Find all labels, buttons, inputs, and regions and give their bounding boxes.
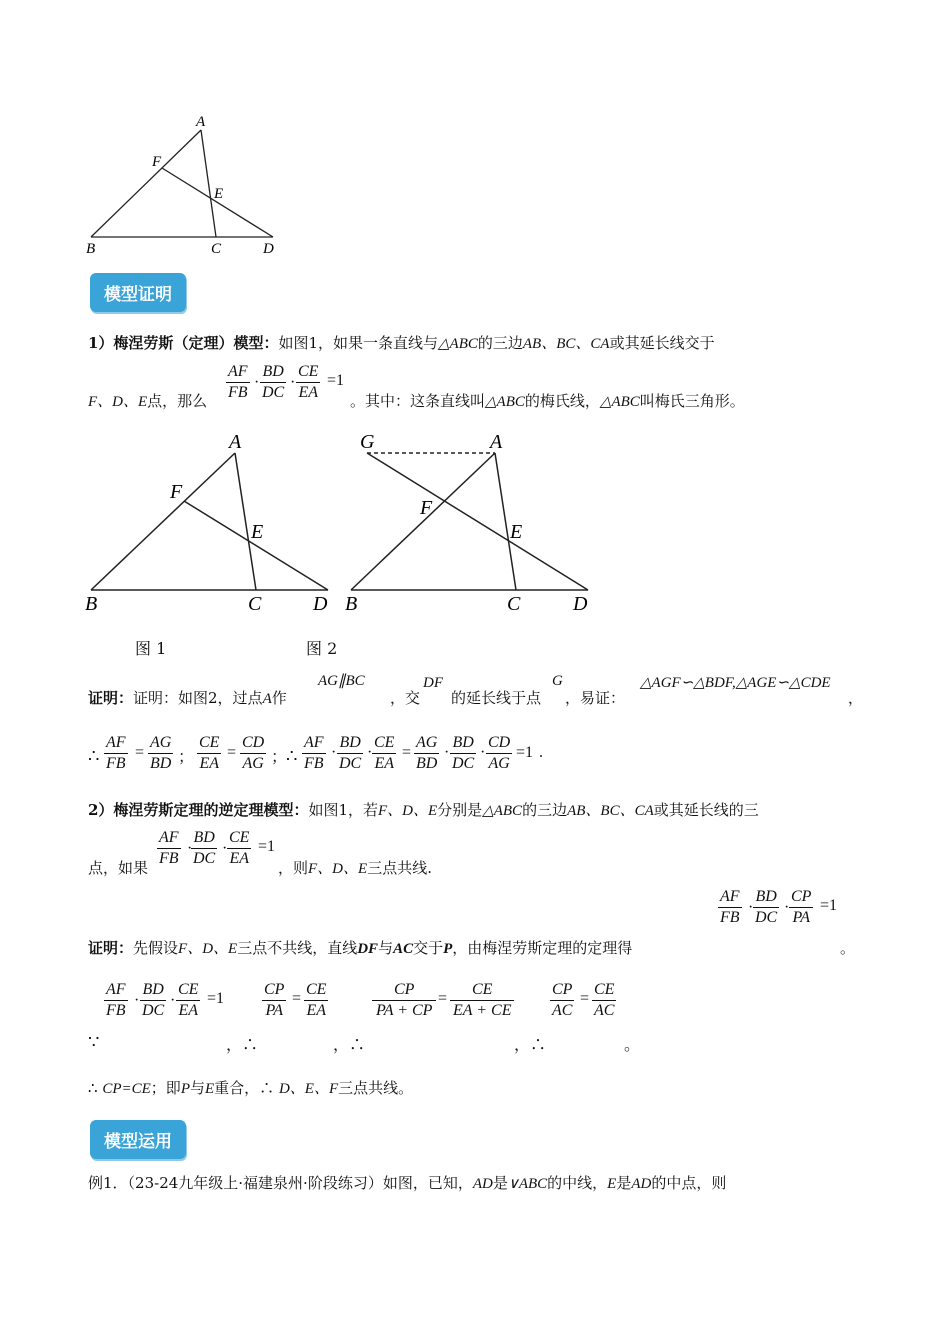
fig2-f: F: [420, 497, 433, 519]
proof1-ag-parallel-bc: AG∥BC: [318, 673, 365, 689]
label-b: B: [86, 241, 96, 257]
p1-line1: 1）梅涅劳斯（定理）模型：如图1，如果一条直线与△ABC的三边AB、BC、CA或其延长线交于: [88, 334, 715, 352]
label-a: A: [196, 114, 206, 130]
figure-2: [340, 428, 600, 618]
proof1-similar: △AGF∽△BDF,△AGE∽△CDE: [640, 675, 831, 691]
proof1-line1: 证明：证明：如图2，过点A作: [88, 689, 287, 707]
fig2-c: C: [507, 593, 521, 615]
proof1-yizheng: ，易证：: [565, 689, 626, 707]
p1-line2-tail: 。其中：这条直线叫△ABC的梅氏线，△ABC叫梅氏三角形。: [350, 392, 745, 410]
frac-af-fb: $\frac{AF}{FB}$: [228, 363, 248, 401]
frac-bd-dc: $\frac{BD}{DC}$: [262, 363, 285, 401]
badge-model-use: 模型运用: [90, 1120, 186, 1159]
example-line: 例1．（23-24九年级上·福建泉州·阶段练习）如图，已知，AD是∨ABC的中线，E是AD的中点，则: [88, 1174, 727, 1192]
proof2-line: 证明：先假设F、D、E三点不共线，直线DF与AC交于P，由梅涅劳斯定理的定理得: [88, 939, 633, 957]
fig1-b: B: [85, 593, 98, 615]
proof1-ext: 的延长线于点: [451, 689, 542, 707]
proof1-df: DF: [423, 675, 443, 691]
label-f: F: [152, 154, 162, 170]
proof1-comma: ，: [848, 689, 864, 707]
conclusion-line: ∴ CP=CE；即P与E重合，∴ D、E、F三点共线。: [88, 1079, 414, 1097]
badge-model-proof: 模型证明: [90, 273, 186, 312]
line-ac: [201, 130, 216, 237]
p2-line2: 点，如果: [88, 859, 149, 877]
label-e: E: [214, 186, 224, 202]
fig1-d: D: [313, 593, 328, 615]
frac-ce-ea: $\frac{CE}{EA}$: [298, 363, 319, 401]
eq-one: =1: [327, 372, 345, 389]
fig2-caption: 图 2: [306, 639, 338, 658]
line-fd: [162, 168, 273, 237]
p2-line1: 2）梅涅劳斯定理的逆定理模型：如图1，若F、D、E分别是△ABC的三边AB、BC、CA或其延长线的三: [88, 801, 759, 819]
fig1-a: A: [229, 431, 242, 453]
line-ab: [91, 130, 201, 237]
fig2-a: A: [490, 431, 503, 453]
fig2-d: D: [573, 593, 588, 615]
proof1-jiao: ，交: [390, 689, 421, 707]
fig1-e: E: [251, 521, 264, 543]
fig1-caption: 图 1: [135, 639, 167, 658]
p2-line2-tail: ，则F、D、E三点共线.: [278, 859, 432, 877]
label-c: C: [211, 241, 222, 257]
fig2-g: G: [360, 431, 375, 453]
proof1-g: G: [552, 673, 563, 689]
top-triangle-figure: [80, 110, 300, 260]
fig1-c: C: [248, 593, 262, 615]
fig2-b: B: [345, 593, 358, 615]
figure-1: [80, 428, 340, 618]
fig2-e: E: [510, 521, 523, 543]
label-d: D: [263, 241, 274, 257]
fig1-f: F: [170, 481, 183, 503]
p1-line2: F、D、E点，那么: [88, 392, 208, 410]
